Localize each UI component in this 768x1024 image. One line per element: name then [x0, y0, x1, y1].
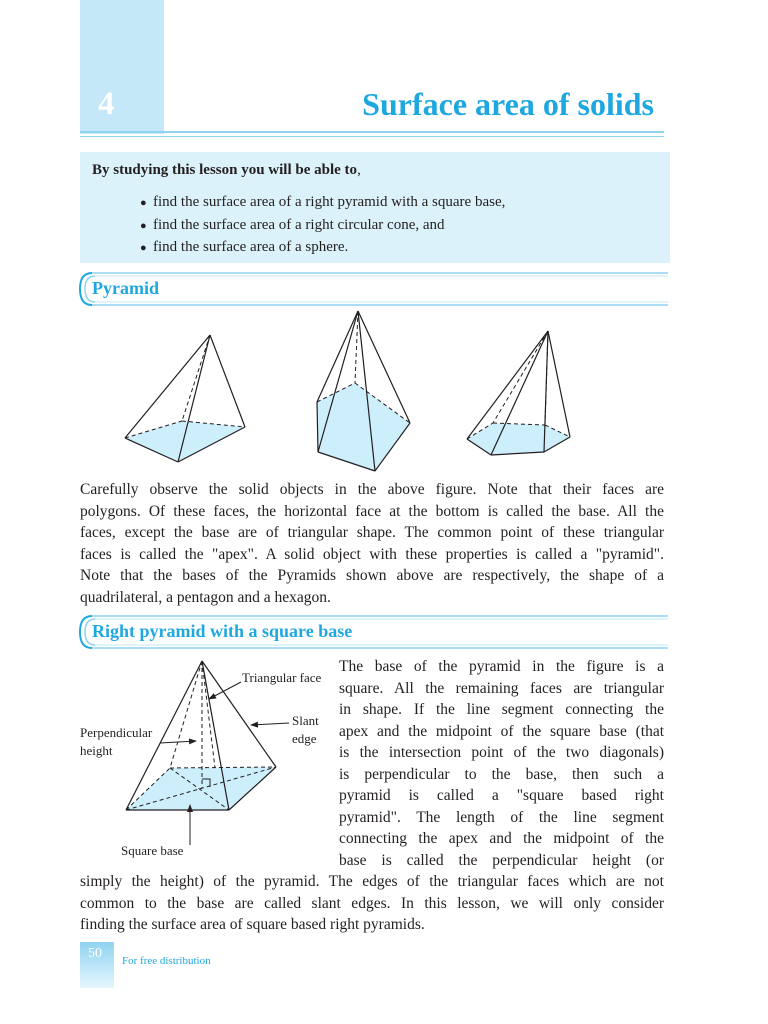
paragraph-line: square. All the remaining faces are triangular	[339, 679, 664, 697]
label-slant-edge-2: edge	[292, 731, 317, 746]
square-pyramid-figure	[78, 655, 338, 865]
paragraph-line: simply the height) of the pyramid. The edges of the triangular faces which are not	[80, 873, 664, 890]
objective-text: find the surface area of a right pyramid with a square base,	[153, 194, 506, 210]
objective-item	[140, 237, 505, 260]
section-heading-square: Right pyramid with a square base	[92, 621, 353, 641]
heading-decoration	[78, 271, 668, 307]
label-square-base: Square base	[121, 843, 184, 858]
paragraph-line: Note that the bases of the Pyramids shown above are respectively, the shape of a	[80, 567, 664, 584]
paragraph-line: Carefully observe the solid objects in the above figure. Note that their faces are	[80, 481, 664, 498]
objectives-intro	[92, 162, 361, 179]
paragraph-line: base is called the perpendicular height (or	[339, 851, 664, 869]
objective-item	[140, 215, 505, 238]
paragraph-line: finding the surface area of square based right pyramids.	[80, 916, 425, 933]
pyramid-paragraph	[80, 479, 664, 608]
pyramids-figure	[110, 305, 590, 475]
page-number: 50	[88, 946, 102, 961]
bullet-icon: ●	[140, 242, 147, 254]
section-heading-pyramid: Pyramid	[92, 278, 159, 298]
objectives-list	[140, 192, 505, 260]
label-triangular-face: Triangular face	[242, 670, 322, 685]
paragraph-line: connecting the apex and the midpoint of the	[339, 830, 664, 847]
paragraph-line: apex and the midpoint of the square base (that	[339, 722, 664, 740]
objectives-box	[80, 152, 670, 263]
label-slant-edge-1: Slant	[292, 713, 319, 728]
paragraph-line: common to the base are called slant edges. In this lesson, we will only consider	[80, 894, 664, 912]
bullet-icon: ●	[140, 219, 147, 232]
square-pyramid-paragraph	[80, 871, 664, 936]
objective-item	[140, 192, 505, 215]
chapter-title: Surface area of solids	[362, 86, 654, 122]
paragraph-line: The base of the pyramid in the figure is a	[339, 658, 664, 675]
paragraph-line: pyramid is called a "square based right	[339, 787, 664, 804]
square-pyramid-wrap-text	[339, 656, 664, 871]
objective-text: find the surface area of a right circular cone, and	[153, 216, 445, 233]
section-heading-bar-square	[78, 614, 668, 650]
objectives-intro-text: By studying this lesson you will be able to	[92, 162, 358, 178]
paragraph-line: in shape. If the line segment connecting the	[339, 701, 664, 718]
title-rule	[80, 131, 664, 133]
bullet-icon: ●	[140, 197, 147, 209]
label-perpendicular-height-2: height	[80, 743, 113, 758]
chapter-number: 4	[98, 86, 115, 122]
paragraph-line: quadrilateral, a pentagon and a hexagon.	[80, 588, 331, 606]
chapter-tab	[80, 0, 164, 134]
title-rule-thin	[80, 136, 664, 137]
paragraph-line: is perpendicular to the base, then such a	[339, 765, 664, 783]
paragraph-line: is the intersection point of the two diagonals)	[339, 744, 664, 761]
paragraph-line: pyramid". The length of the line segment	[339, 808, 664, 826]
label-perpendicular-height-1: Perpendicular	[80, 725, 153, 740]
footer-text: For free distribution	[122, 955, 211, 967]
objectives-intro-comma: ,	[357, 162, 361, 178]
section-heading-bar-pyramid	[78, 271, 668, 307]
objective-text: find the surface area of a sphere.	[153, 239, 349, 255]
paragraph-line: faces is called the "apex". A solid object with these properties is called a "pyramid".	[80, 545, 664, 563]
paragraph-line: polygons. Of these faces, the horizontal face at the bottom is called the base. All the	[80, 502, 664, 520]
paragraph-line: faces, except the base are of triangular shape. The common point of these triangular	[80, 524, 664, 541]
